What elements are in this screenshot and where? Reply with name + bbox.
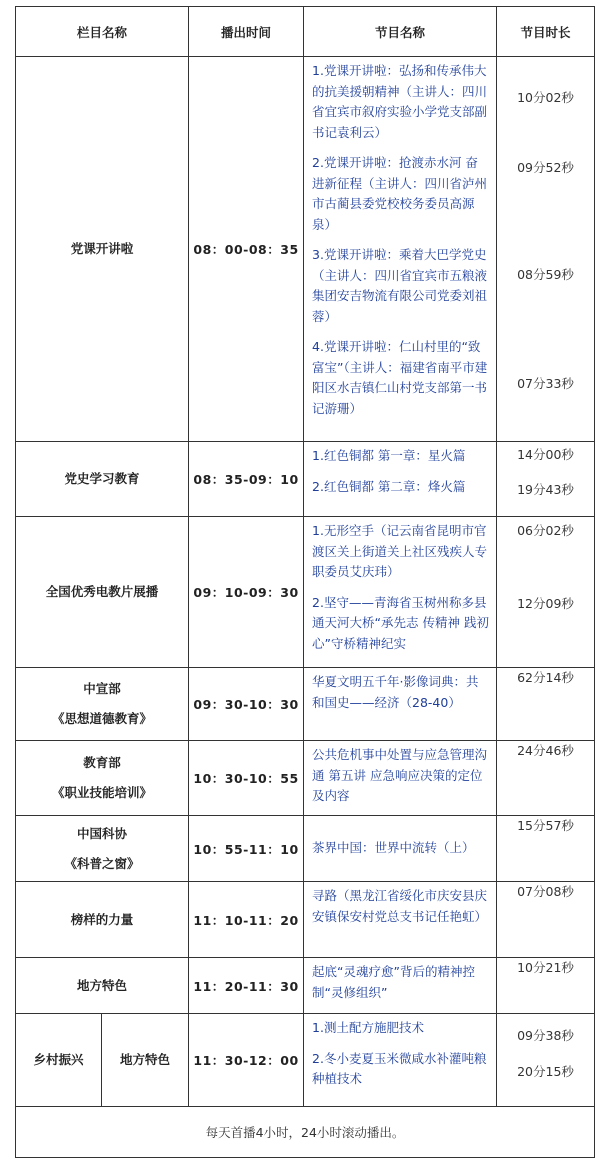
header-column-name: 栏目名称	[16, 7, 189, 57]
duration: 19分43秒	[517, 482, 574, 497]
table-row	[16, 882, 595, 958]
program-entry: 1.测土配方施肥技术	[312, 1020, 424, 1035]
program-entry: 3.党课开讲啦：乘着大巴学党史（主讲人：四川省宜宾市五粮液集团安吉物流有限公司党委刘祖蓉）	[312, 247, 488, 324]
duration: 15分57秒	[497, 816, 595, 882]
duration: 07分08秒	[497, 882, 595, 958]
column-name-subtitle: 《科普之窗》	[64, 855, 140, 871]
column-name-sub: 地方特色	[102, 1014, 189, 1107]
column-name: 榜样的力量	[16, 882, 189, 958]
program-cell	[304, 517, 497, 668]
program-cell	[304, 816, 497, 882]
duration: 09分38秒	[517, 1028, 574, 1043]
footer-note: 每天首播4小时，24小时滚动播出。	[16, 1107, 595, 1158]
column-name: 全国优秀电教片展播	[16, 517, 189, 668]
duration: 09分52秒	[517, 160, 574, 175]
column-name-cell	[16, 816, 189, 882]
duration: 20分15秒	[517, 1064, 574, 1079]
header-program-name: 节目名称	[304, 7, 497, 57]
column-name: 中宣部	[83, 681, 121, 696]
duration: 07分33秒	[517, 376, 574, 391]
program-entry: 1.无形空手（记云南省昆明市官渡区关上街道关上社区残疾人专职委员艾庆玮）	[312, 523, 488, 579]
program-entry: 2.坚守——青海省玉树州称多县通天河大桥“承先志 传精神 践初心”守桥精神纪实	[312, 594, 489, 651]
schedule-table	[15, 6, 595, 1158]
table-row	[16, 57, 595, 442]
duration-cell	[497, 517, 595, 668]
program-entry: 公共危机事中处置与应急管理沟通 第五讲 应急响应决策的定位及内容	[312, 747, 488, 803]
table-row	[16, 741, 595, 816]
program-entry: 茶界中国：世界中流转（上）	[312, 840, 475, 856]
column-name-subtitle: 《思想道德教育》	[52, 711, 153, 726]
program-entry: 1.党课开讲啦：弘扬和传承伟大的抗美援朝精神（主讲人：四川省宜宾市叙府实验小学党支部副书记袁利云）	[312, 63, 488, 140]
program-cell	[304, 442, 497, 517]
program-entry: 4.党课开讲啦：仁山村里的“致富宝”（主讲人：福建省南平市建阳区水吉镇仁山村党支部第一书记游珊）	[312, 339, 488, 416]
air-time: 11：10-11：20	[189, 882, 304, 958]
air-time: 09：30-10：30	[189, 668, 304, 741]
column-name-cell	[16, 741, 189, 816]
program-entry: 起底“灵魂疗愈”背后的精神控制“灵修组织”	[312, 964, 475, 1000]
duration: 10分02秒	[517, 90, 574, 105]
duration: 14分00秒	[517, 447, 574, 462]
program-cell	[304, 1014, 497, 1107]
header-air-time: 播出时间	[189, 7, 304, 57]
table-row	[16, 816, 595, 882]
program-cell	[304, 57, 497, 442]
program-cell	[304, 668, 497, 741]
header-row	[16, 7, 595, 57]
duration-cell	[497, 1014, 595, 1107]
column-name: 中国科协	[77, 825, 128, 841]
program-cell	[304, 958, 497, 1014]
column-name: 党课开讲啦	[16, 57, 189, 442]
column-name-subtitle: 《职业技能培训》	[52, 785, 153, 800]
duration: 24分46秒	[497, 741, 595, 816]
program-entry: 2.党课开讲啦：抢渡赤水河 奋进新征程（主讲人：四川省泸州市古蔺县委党校校务委员高源泉）	[312, 155, 488, 232]
column-name: 党史学习教育	[16, 442, 189, 517]
program-entry: 2.红色铜都 第二章：烽火篇	[312, 478, 466, 494]
footer-row	[16, 1107, 595, 1158]
air-time: 11：30-12：00	[189, 1014, 304, 1107]
table-row	[16, 1014, 595, 1107]
air-time: 08：35-09：10	[189, 442, 304, 517]
duration: 62分14秒	[497, 668, 595, 741]
air-time: 09：10-09：30	[189, 517, 304, 668]
column-name: 地方特色	[16, 958, 189, 1014]
air-time: 08：00-08：35	[189, 57, 304, 442]
column-name: 教育部	[83, 755, 121, 770]
table-row	[16, 442, 595, 517]
duration-cell	[497, 57, 595, 442]
program-entry: 1.红色铜都 第一章：星火篇	[312, 448, 466, 463]
air-time: 11：20-11：30	[189, 958, 304, 1014]
duration: 08分59秒	[517, 267, 574, 282]
column-name: 乡村振兴	[16, 1014, 102, 1107]
table-row	[16, 958, 595, 1014]
program-entry: 寻路（黑龙江省绥化市庆安县庆安镇保安村党总支书记任艳虹）	[312, 888, 488, 924]
column-name-cell	[16, 668, 189, 741]
program-entry: 2.冬小麦夏玉米微咸水补灌吨粮种植技术	[312, 1050, 487, 1086]
air-time: 10：55-11：10	[189, 816, 304, 882]
program-cell	[304, 882, 497, 958]
table-row	[16, 517, 595, 668]
header-duration: 节目时长	[497, 7, 595, 57]
table-row	[16, 668, 595, 741]
duration: 10分21秒	[497, 958, 595, 1014]
duration: 12分09秒	[517, 596, 574, 611]
program-cell	[304, 741, 497, 816]
program-entry: 华夏文明五千年·影像词典：共和国史——经济（28-40）	[312, 674, 479, 710]
duration: 06分02秒	[517, 523, 574, 538]
air-time: 10：30-10：55	[189, 741, 304, 816]
duration-cell	[497, 442, 595, 517]
